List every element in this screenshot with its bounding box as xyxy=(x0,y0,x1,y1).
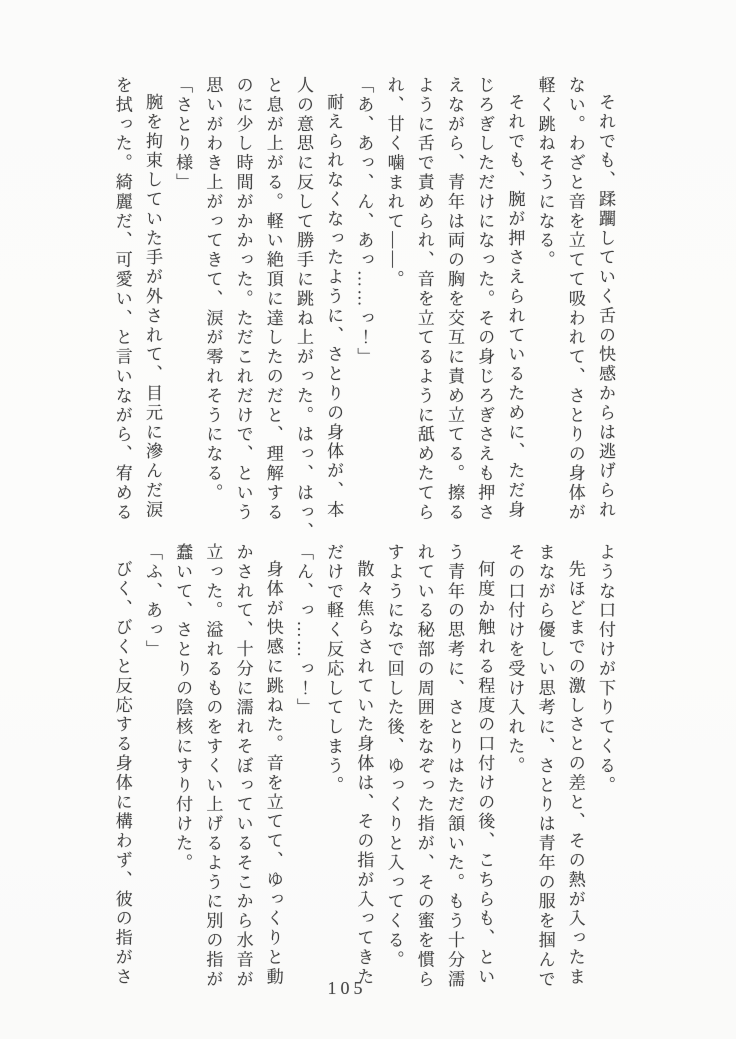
text-line: 散々焦らされていた身体は、その指が入ってきた xyxy=(354,560,374,987)
text-line: れている秘部の周囲をなぞった指が、その蜜を慣ら xyxy=(414,543,434,990)
text-line: かされて、十分に濡れそぼっているそこから水音が xyxy=(233,543,253,990)
text-line: 何度か触れる程度の口付けの後、こちらも、とい xyxy=(475,560,495,987)
page-number: 105 xyxy=(327,978,367,998)
text-line: 立った。溢れるものをすくい上げるように別の指が xyxy=(203,543,223,990)
text-line: う青年の思考に、さとりはただ頷いた。もう十分濡 xyxy=(444,543,464,990)
text-line: 「ふ、あっ」 xyxy=(142,543,162,660)
text-line: じろぎしただけになった。その身じろぎさえも押さ xyxy=(475,76,495,523)
text-line: のに少し時間がかかった。ただこれだけで、という xyxy=(233,76,253,523)
text-line: すようになで回した後、ゆっくりと入ってくる。 xyxy=(384,543,404,970)
text-line: 「ん、っ……っ！」 xyxy=(293,543,313,718)
text-block-top xyxy=(104,76,620,542)
text-line: その口付けを受け入れた。 xyxy=(505,543,525,776)
text-line: それでも、腕が押さえられているために、ただ身 xyxy=(505,93,525,520)
text-line: えながら、青年は両の胸を交互に責め立てる。擦る xyxy=(444,76,464,523)
text-line: 蠢いて、さとりの陰核にすり付けた。 xyxy=(173,543,193,873)
text-line: を拭った。綺麗だ、可愛い、と言いながら、宥める xyxy=(112,76,132,523)
text-line: れ、甘く噛まれて――。 xyxy=(384,76,404,290)
text-block-bottom xyxy=(104,543,620,1003)
text-line: 「あ、あっ、ん、あっ……っ！」 xyxy=(354,76,374,367)
text-line: びく、びくと反応する身体に構わず、彼の指がさ xyxy=(112,560,132,987)
text-line: ように舌で責められ、音を立てるように舐めたてら xyxy=(414,76,434,523)
text-line: 軽く跳ねそうになる。 xyxy=(535,76,555,270)
text-line: ない。わざと音を立てて吸われて、さとりの身体が xyxy=(565,76,585,523)
text-line: それでも、蹂躙していく舌の快感からは逃げられ xyxy=(596,93,615,520)
text-line: 腕を拘束していた手が外されて、目元に滲んだ涙 xyxy=(142,93,162,520)
text-line: 「さとり様」 xyxy=(173,76,193,193)
text-line: まながら優しい思考に、さとりは青年の服を掴んで xyxy=(535,543,555,990)
text-line: 先ほどまでの激しさとの差と、その熱が入ったま xyxy=(565,560,585,987)
text-line: 思いがわき上がってきて、涙が零れそうになる。 xyxy=(203,76,223,503)
text-line: だけで軽く反応してしまう。 xyxy=(324,543,344,796)
text-line: ような口付けが下りてくる。 xyxy=(596,543,615,796)
text-line: 身体が快感に跳ねた。音を立てて、ゆっくりと動 xyxy=(263,560,283,987)
text-line: 耐えられなくなったように、さとりの身体が、本 xyxy=(324,93,344,520)
text-line: 人の意思に反して勝手に跳ね上がった。はっ、はっ、 xyxy=(293,76,313,542)
text-line: と息が上がる。軽い絶頂に達したのだと、理解する xyxy=(263,76,283,523)
